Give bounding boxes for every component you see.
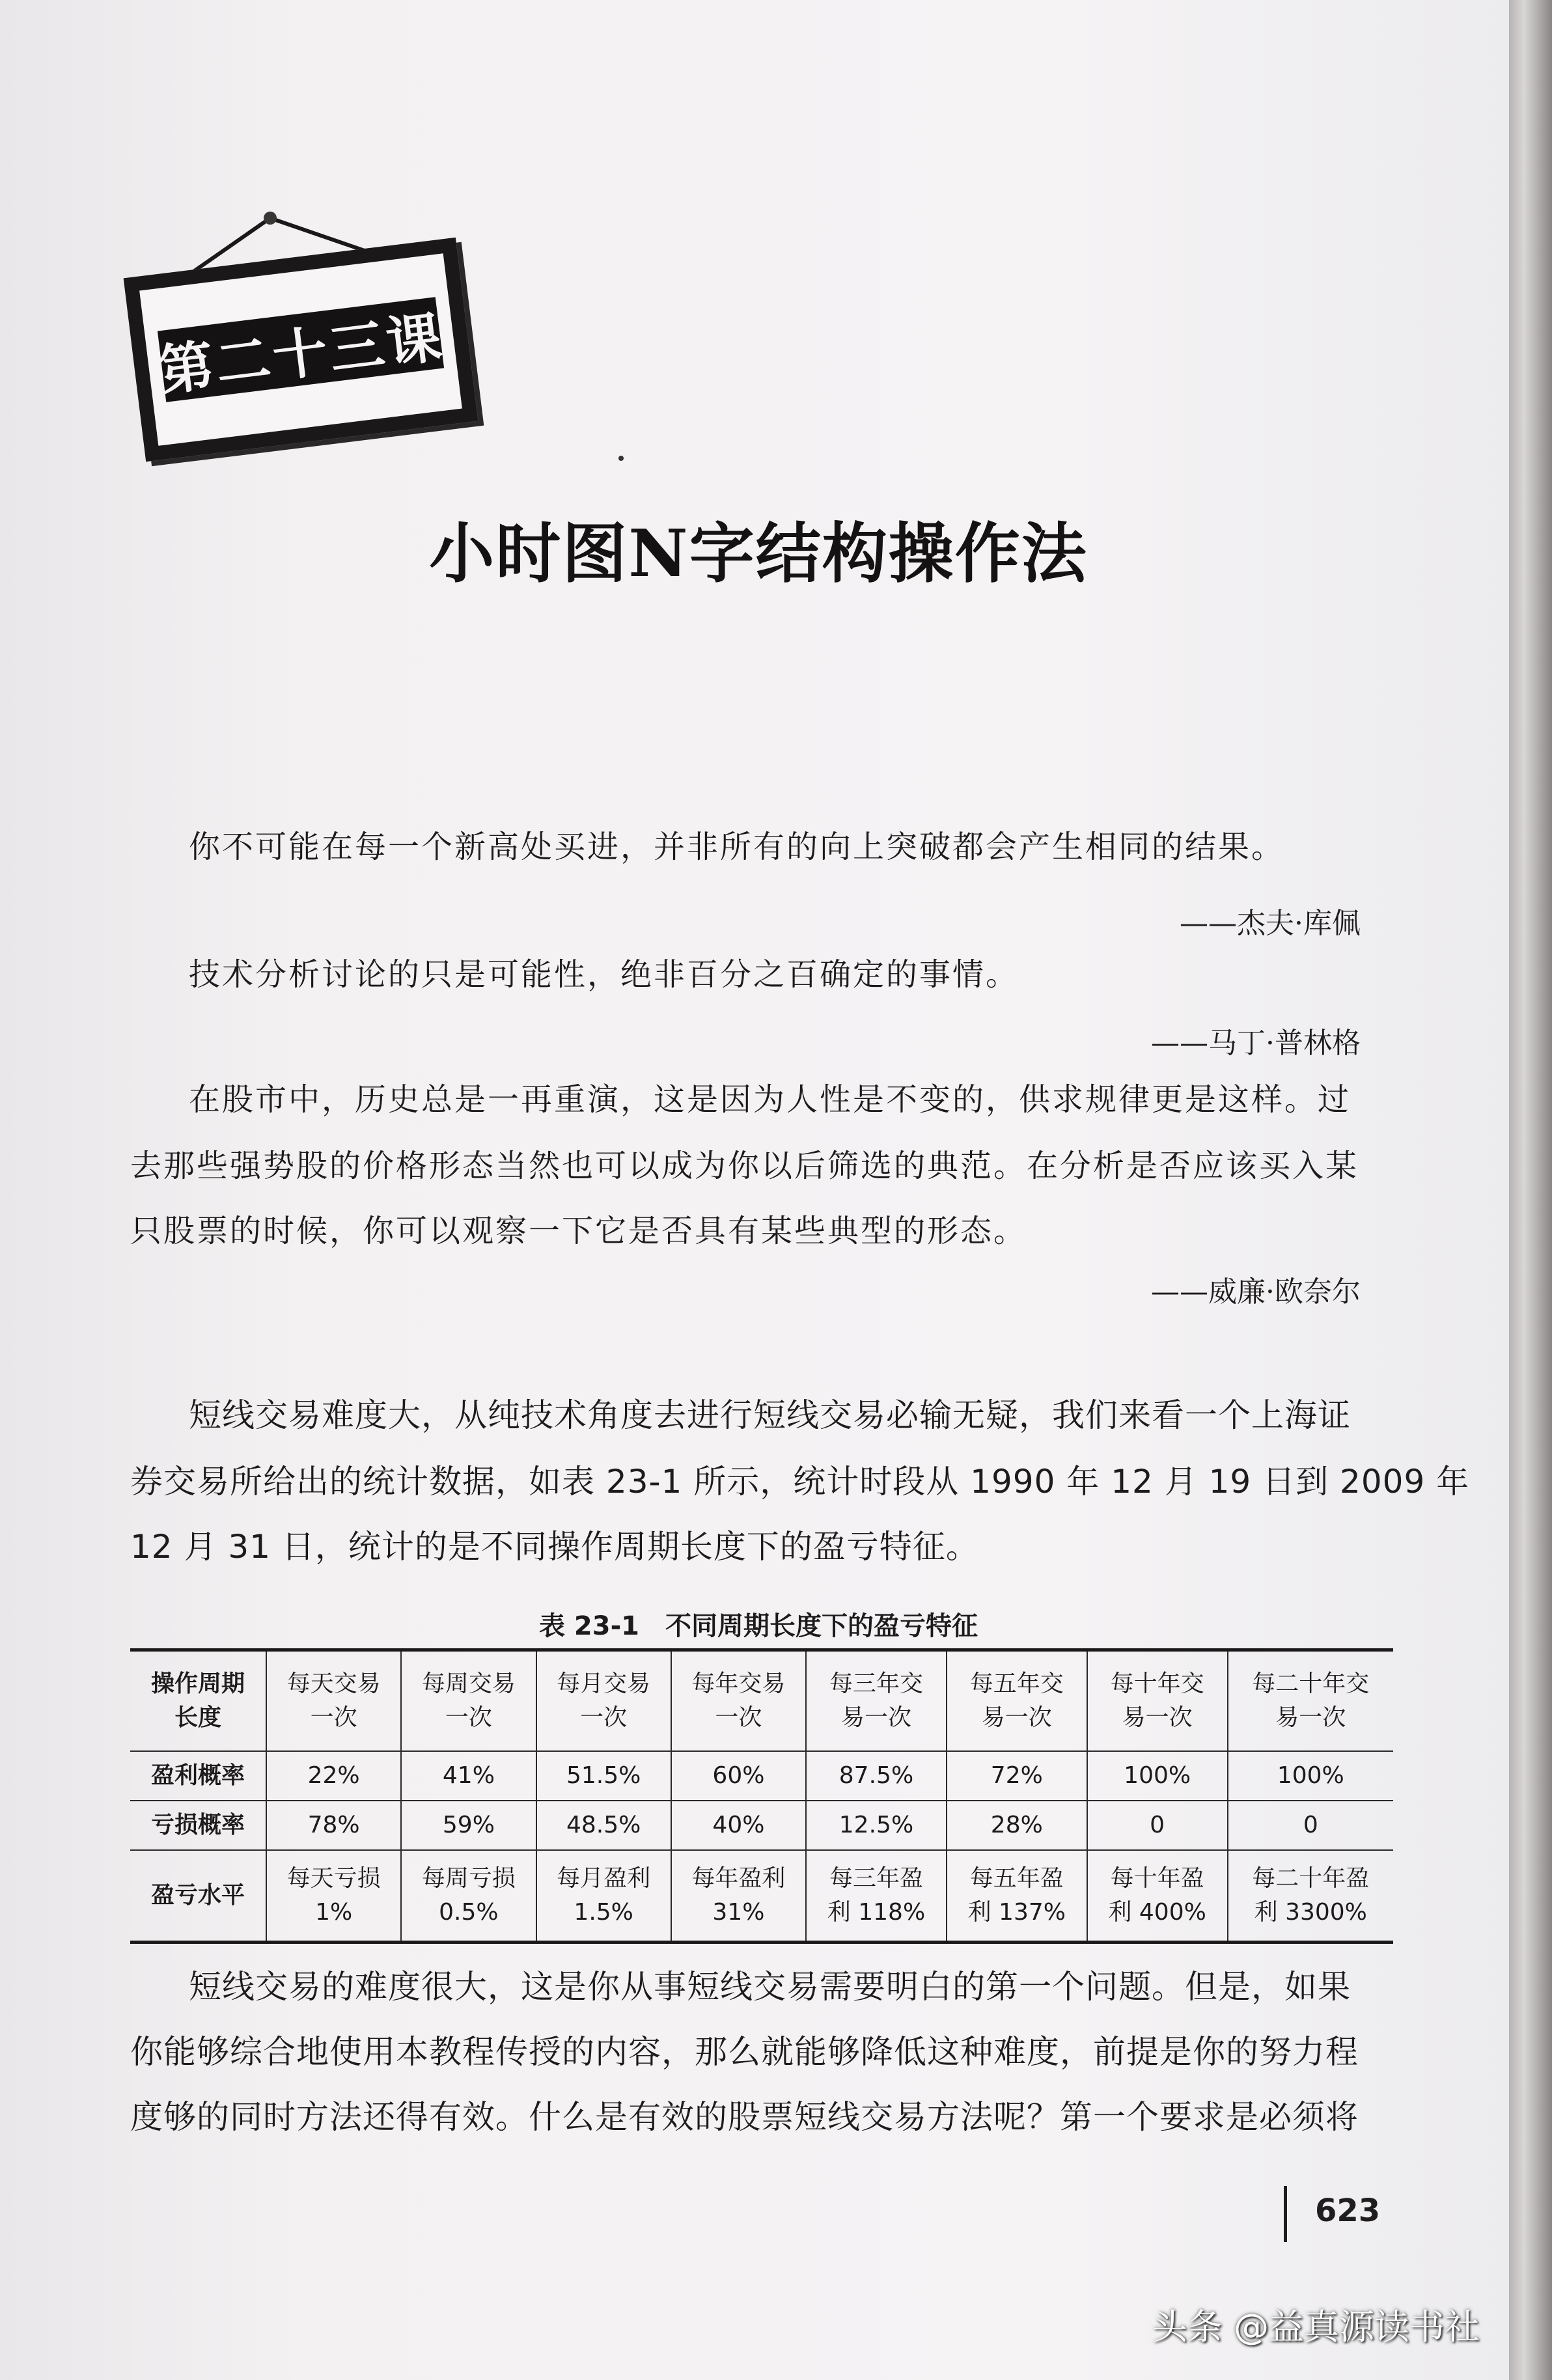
quote-3-line-2: 去那些强势股的价格形态当然也可以成为你以后筛选的典范。在分析是否应该买入某 (130, 1148, 1359, 1184)
table-caption: 表 23-1 不同周期长度下的盈亏特征 (538, 1611, 978, 1641)
table-row-profit-probability (130, 1751, 1393, 1801)
ink-dot (618, 456, 624, 461)
paragraph-2-line-3: 度够的同时方法还得有效。什么是有效的股票短线交易方法呢？第一个要求是必须将 (130, 2098, 1359, 2136)
quote-3-author: ——威廉·欧奈尔 (1151, 1275, 1361, 1308)
table-cell: 60% (671, 1751, 806, 1801)
table-cell: 每三年盈 利 118% (806, 1850, 947, 1943)
header-cell: 每三年交 易一次 (806, 1650, 947, 1752)
table-cell: 78% (266, 1801, 401, 1850)
header-cell: 每月交易 一次 (536, 1650, 671, 1752)
quote-3-line-3: 只股票的时候，你可以观察一下它是否具有某些典型的形态。 (130, 1213, 1027, 1249)
header-cell: 每年交易 一次 (671, 1650, 806, 1752)
table-cell: 每年盈利 31% (671, 1850, 806, 1943)
table-cell: 48.5% (536, 1801, 671, 1850)
row-label: 盈亏水平 (130, 1850, 266, 1943)
table-cell: 59% (401, 1801, 536, 1850)
quote-1-author: ——杰夫·库佩 (1180, 907, 1361, 940)
header-cell: 每二十年交 易一次 (1228, 1650, 1393, 1752)
table-cell: 0 (1087, 1801, 1228, 1850)
page-number-rule (1284, 2186, 1287, 2242)
quote-2-author: ——马丁·普林格 (1151, 1027, 1361, 1060)
quote-2: 技术分析讨论的只是可能性，绝非百分之百确定的事情。 (189, 956, 1019, 993)
paragraph-1-line-2: 券交易所给出的统计数据，如表 23-1 所示，统计时段从 1990 年 12 月 19 日到 2009 年 (130, 1463, 1470, 1501)
page-number: 623 (1315, 2193, 1381, 2229)
table-cell: 87.5% (806, 1751, 947, 1801)
table-cell: 51.5% (536, 1751, 671, 1801)
header-cell: 操作周期 长度 (130, 1650, 266, 1752)
table-cell: 每周亏损 0.5% (401, 1850, 536, 1943)
header-cell: 每周交易 一次 (401, 1650, 536, 1752)
header-cell: 每五年交 易一次 (947, 1650, 1087, 1752)
paragraph-2-line-1: 短线交易的难度很大，这是你从事短线交易需要明白的第一个问题。但是，如果 (189, 1968, 1351, 2006)
table-cell: 每天亏损 1% (266, 1850, 401, 1943)
quote-1: 你不可能在每一个新高处买进，并非所有的向上突破都会产生相同的结果。 (189, 829, 1285, 865)
table-cell: 每十年盈 利 400% (1087, 1850, 1228, 1943)
quote-3-line-1: 在股市中，历史总是一再重演，这是因为人性是不变的，供求规律更是这样。过 (189, 1081, 1351, 1118)
table-cell: 100% (1087, 1751, 1228, 1801)
table-cell: 40% (671, 1801, 806, 1850)
table-cell: 22% (266, 1751, 401, 1801)
profit-loss-table (130, 1648, 1393, 1944)
row-label: 盈利概率 (130, 1751, 266, 1801)
page-edge (1509, 0, 1552, 2380)
row-label: 亏损概率 (130, 1801, 266, 1850)
table-cell: 41% (401, 1751, 536, 1801)
table-row-pnl-level (130, 1850, 1393, 1943)
table-cell: 每五年盈 利 137% (947, 1850, 1087, 1943)
watermark: 头条 @益真源读书社 (1152, 2306, 1480, 2347)
table-cell: 0 (1228, 1801, 1393, 1850)
chapter-title: 小时图N字结构操作法 (429, 515, 1088, 592)
table-cell: 100% (1228, 1751, 1393, 1801)
table-cell: 12.5% (806, 1801, 947, 1850)
table-cell: 72% (947, 1751, 1087, 1801)
header-cell: 每十年交 易一次 (1087, 1650, 1228, 1752)
paragraph-1-line-3: 12 月 31 日，统计的是不同操作周期长度下的盈亏特征。 (130, 1528, 979, 1566)
table-row-loss-probability (130, 1801, 1393, 1850)
paragraph-2-line-2: 你能够综合地使用本教程传授的内容，那么就能够降低这种难度，前提是你的努力程 (130, 2033, 1359, 2071)
table-cell: 28% (947, 1801, 1087, 1850)
table-header-row (130, 1650, 1393, 1752)
table-cell: 每二十年盈 利 3300% (1228, 1850, 1393, 1943)
chapter-label: 第二十三课 (155, 305, 448, 403)
header-cell: 每天交易 一次 (266, 1650, 401, 1752)
chapter-sign-band (155, 297, 448, 403)
paragraph-1-line-1: 短线交易难度大，从纯技术角度去进行短线交易必输无疑，我们来看一个上海证 (189, 1396, 1351, 1434)
table-cell: 每月盈利 1.5% (536, 1850, 671, 1943)
